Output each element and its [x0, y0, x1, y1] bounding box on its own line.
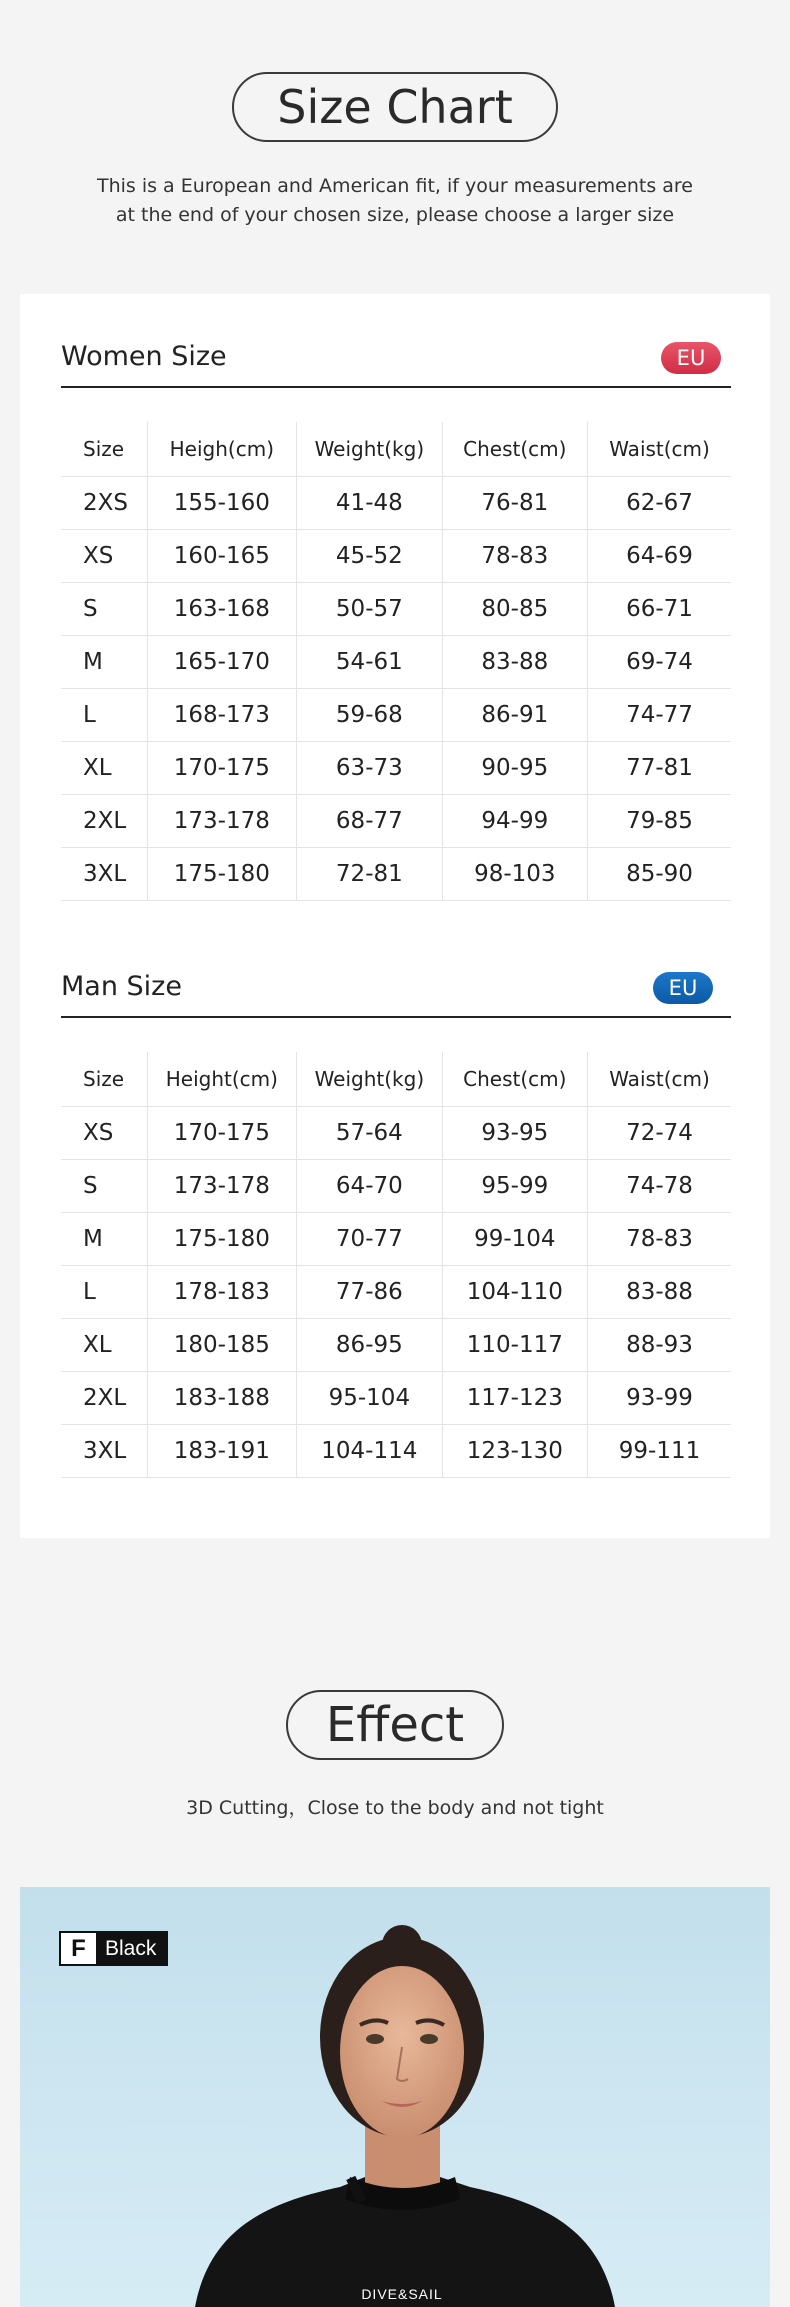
size-cell: 2XS: [61, 476, 147, 529]
table-header-row: [61, 422, 731, 476]
size-table-card: [20, 294, 770, 1538]
measurement-cell: 66-71: [588, 582, 731, 635]
table-row: [61, 1424, 731, 1477]
measurement-cell: 64-69: [588, 529, 731, 582]
measurement-cell: 168-173: [147, 688, 297, 741]
measurement-cell: 183-188: [147, 1371, 297, 1424]
measurement-cell: 63-73: [297, 741, 442, 794]
measurement-cell: 117-123: [442, 1371, 587, 1424]
table-row: [61, 1265, 731, 1318]
column-header: Heigh(cm): [147, 422, 297, 476]
measurement-cell: 77-86: [297, 1265, 442, 1318]
size-cell: 3XL: [61, 847, 147, 900]
column-header: Waist(cm): [588, 422, 731, 476]
measurement-cell: 64-70: [297, 1159, 442, 1212]
women-size-table: [61, 422, 731, 901]
measurement-cell: 85-90: [588, 847, 731, 900]
measurement-cell: 68-77: [297, 794, 442, 847]
table-row: [61, 741, 731, 794]
measurement-cell: 45-52: [297, 529, 442, 582]
measurement-cell: 173-178: [147, 794, 297, 847]
color-tag: [59, 1931, 168, 1966]
women-section-header: [61, 338, 731, 388]
measurement-cell: 62-67: [588, 476, 731, 529]
subtitle-line-1: This is a European and American fit, if your measurements are: [96, 175, 694, 197]
measurement-cell: 99-111: [588, 1424, 731, 1477]
column-header: Size: [61, 422, 147, 476]
measurement-cell: 83-88: [588, 1265, 731, 1318]
size-chart-subtitle: [0, 172, 790, 230]
measurement-cell: 78-83: [588, 1212, 731, 1265]
measurement-cell: 93-99: [588, 1371, 731, 1424]
size-cell: 3XL: [61, 1424, 147, 1477]
measurement-cell: 74-77: [588, 688, 731, 741]
table-row: [61, 1106, 731, 1159]
women-eu-badge: EU: [661, 342, 721, 374]
measurement-cell: 160-165: [147, 529, 297, 582]
size-cell: L: [61, 688, 147, 741]
brand-logo-text: DIVE&SAIL: [361, 2286, 443, 2302]
measurement-cell: 180-185: [147, 1318, 297, 1371]
measurement-cell: 163-168: [147, 582, 297, 635]
measurement-cell: 69-74: [588, 635, 731, 688]
color-letter: F: [61, 1933, 96, 1964]
table-row: [61, 1318, 731, 1371]
size-cell: M: [61, 635, 147, 688]
table-row: [61, 794, 731, 847]
column-header: Weight(kg): [297, 422, 442, 476]
size-cell: XS: [61, 529, 147, 582]
measurement-cell: 80-85: [442, 582, 587, 635]
table-header-row: [61, 1052, 731, 1106]
measurement-cell: 50-57: [297, 582, 442, 635]
column-header: Weight(kg): [297, 1052, 442, 1106]
subtitle-line-2: at the end of your chosen size, please choose a larger size: [115, 204, 675, 226]
column-header: Chest(cm): [442, 1052, 587, 1106]
color-name: Black: [105, 1937, 157, 1960]
measurement-cell: 170-175: [147, 1106, 297, 1159]
measurement-cell: 183-191: [147, 1424, 297, 1477]
size-cell: XL: [61, 741, 147, 794]
measurement-cell: 175-180: [147, 1212, 297, 1265]
product-photo: [20, 1887, 770, 2307]
measurement-cell: 99-104: [442, 1212, 587, 1265]
size-cell: M: [61, 1212, 147, 1265]
measurement-cell: 86-95: [297, 1318, 442, 1371]
size-cell: 2XL: [61, 1371, 147, 1424]
measurement-cell: 59-68: [297, 688, 442, 741]
size-cell: XS: [61, 1106, 147, 1159]
man-size-heading: Man Size: [61, 971, 182, 1002]
measurement-cell: 178-183: [147, 1265, 297, 1318]
table-row: [61, 476, 731, 529]
table-row: [61, 1371, 731, 1424]
measurement-cell: 175-180: [147, 847, 297, 900]
column-header: Waist(cm): [588, 1052, 731, 1106]
size-chart-title: Size Chart: [232, 72, 558, 142]
column-header: Size: [61, 1052, 147, 1106]
measurement-cell: 57-64: [297, 1106, 442, 1159]
measurement-cell: 72-81: [297, 847, 442, 900]
measurement-cell: 110-117: [442, 1318, 587, 1371]
size-cell: XL: [61, 1318, 147, 1371]
column-header: Chest(cm): [442, 422, 587, 476]
size-cell: 2XL: [61, 794, 147, 847]
men-size-table: [61, 1052, 731, 1478]
measurement-cell: 88-93: [588, 1318, 731, 1371]
measurement-cell: 83-88: [442, 635, 587, 688]
measurement-cell: 155-160: [147, 476, 297, 529]
measurement-cell: 94-99: [442, 794, 587, 847]
measurement-cell: 77-81: [588, 741, 731, 794]
table-row: [61, 635, 731, 688]
men-section-header: [61, 968, 731, 1018]
table-row: [61, 1212, 731, 1265]
table-row: [61, 688, 731, 741]
measurement-cell: 54-61: [297, 635, 442, 688]
table-row: [61, 847, 731, 900]
measurement-cell: 90-95: [442, 741, 587, 794]
measurement-cell: 104-110: [442, 1265, 587, 1318]
measurement-cell: 70-77: [297, 1212, 442, 1265]
effect-title: Effect: [286, 1690, 504, 1760]
measurement-cell: 170-175: [147, 741, 297, 794]
measurement-cell: 123-130: [442, 1424, 587, 1477]
column-header: Height(cm): [147, 1052, 297, 1106]
measurement-cell: 76-81: [442, 476, 587, 529]
size-cell: L: [61, 1265, 147, 1318]
men-eu-badge: EU: [653, 972, 713, 1004]
measurement-cell: 173-178: [147, 1159, 297, 1212]
table-row: [61, 529, 731, 582]
measurement-cell: 86-91: [442, 688, 587, 741]
measurement-cell: 72-74: [588, 1106, 731, 1159]
measurement-cell: 165-170: [147, 635, 297, 688]
measurement-cell: 104-114: [297, 1424, 442, 1477]
measurement-cell: 93-95: [442, 1106, 587, 1159]
measurement-cell: 41-48: [297, 476, 442, 529]
measurement-cell: 78-83: [442, 529, 587, 582]
measurement-cell: 74-78: [588, 1159, 731, 1212]
size-cell: S: [61, 582, 147, 635]
effect-subtitle: 3D Cutting，Close to the body and not tight: [186, 1797, 604, 1819]
measurement-cell: 79-85: [588, 794, 731, 847]
table-row: [61, 582, 731, 635]
measurement-cell: 95-104: [297, 1371, 442, 1424]
measurement-cell: 98-103: [442, 847, 587, 900]
size-cell: S: [61, 1159, 147, 1212]
table-row: [61, 1159, 731, 1212]
measurement-cell: 95-99: [442, 1159, 587, 1212]
women-size-heading: Women Size: [61, 341, 227, 372]
